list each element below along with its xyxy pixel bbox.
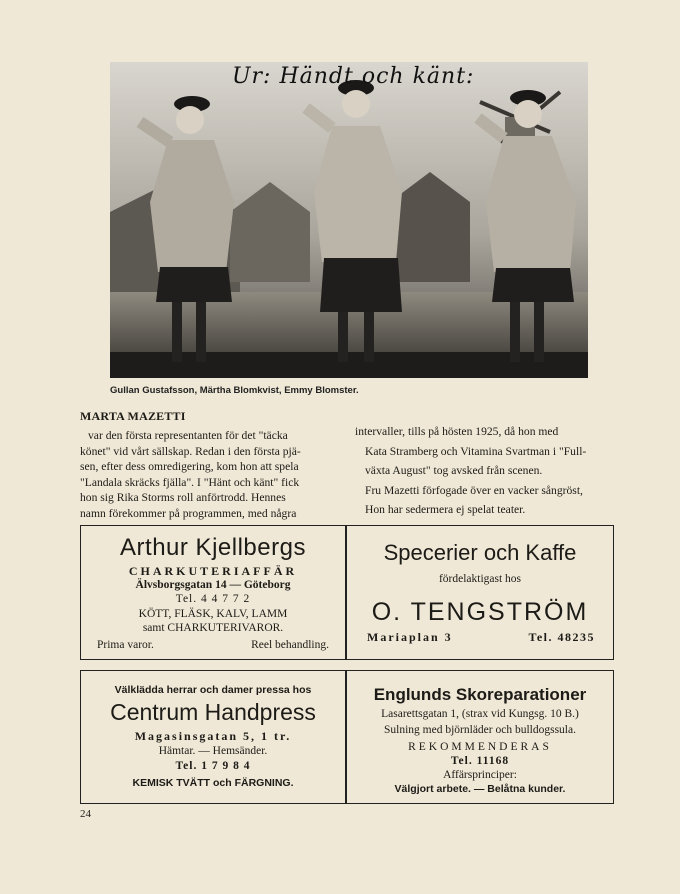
ad-tengstrom-name: O. TENGSTRÖM: [371, 598, 589, 626]
article-line: "Landala skräcks fjälla". I "Hänt och känt" fick: [80, 475, 300, 489]
ad-tengstrom-headline: Specerier och Kaffe: [383, 540, 577, 565]
photo-caption: Gullan Gustafsson, Märtha Blomkvist, Emmy Blomster.: [110, 385, 359, 396]
ad-tengstrom-address: Mariaplan 3: [367, 630, 453, 644]
article-line: växta August" tog avsked från scenen.: [365, 464, 543, 478]
page-number: 24: [80, 808, 91, 820]
article-line: Hon har sedermera ej spelat teater.: [365, 503, 526, 517]
ad-centrum-phone: Tel. 1 7 9 8 4: [175, 760, 251, 772]
ad-centrum-top: Välklädda herrar och damer pressa hos: [114, 684, 312, 696]
photo-illustration: [110, 62, 588, 378]
ad-englund-service: Sulning med björnläder och bulldogssula.: [384, 724, 576, 736]
ad-englund-principles: Affärsprinciper:: [443, 769, 517, 781]
ad-englund-name: Englunds Skoreparationer: [373, 685, 587, 704]
ad-kjellberg-type: CHARKUTERIAFFÄR: [128, 564, 298, 578]
article-line: Kata Stramberg och Vitamina Svartman i "Full-: [365, 444, 587, 458]
ad-kjellberg-products: KÖTT, FLÄSK, KALV, LAMM: [138, 608, 288, 620]
ad-centrum-name: Centrum Handpress: [110, 699, 316, 725]
ad-tengstrom: [346, 525, 614, 660]
ad-kjellberg-phone: Tel. 4 4 7 7 2: [175, 593, 251, 605]
article-column-left: [80, 428, 340, 522]
article-line: könet" vid vårt sällskap. Redan i den första pjä-: [80, 444, 301, 458]
article-line: Fru Mazetti förfogade över en vacker sångröst,: [365, 483, 583, 497]
ad-centrum-address: Magasinsgatan 5, 1 tr.: [134, 729, 292, 743]
article-paragraph: [355, 483, 615, 518]
ad-kjellberg-right-slogan: Reel behandling.: [251, 639, 329, 651]
article-paragraph: [355, 424, 615, 479]
ad-englund-slogan: Välgjort arbete. — Belåtna kunder.: [394, 783, 566, 795]
ad-englund-phone: Tel. 11168: [450, 755, 510, 767]
ad-kjellberg-products2: samt CHARKUTERIVAROR.: [142, 622, 284, 634]
ad-kjellberg-left-slogan: Prima varor.: [97, 639, 154, 651]
article-column-right: [355, 424, 615, 518]
stage-photo: [110, 62, 588, 378]
ad-centrum-bottom: KEMISK TVÄTT och FÄRGNING.: [132, 777, 294, 789]
ad-englund: [346, 670, 614, 804]
ad-englund-recommend: REKOMMENDERAS: [408, 741, 552, 753]
ad-kjellberg-address: Älvsborgsgatan 14 — Göteborg: [135, 579, 291, 591]
ad-englund-address: Lasarettsgatan 1, (strax vid Kungsg. 10 B.): [381, 708, 579, 720]
article-line: intervaller, tills på hösten 1925, då hon med: [355, 425, 559, 438]
ad-kjellberg-name: Arthur Kjellbergs: [120, 534, 306, 561]
article-line: namn förekommer på programmen, med några: [80, 506, 297, 520]
ad-kjellberg: [80, 525, 346, 660]
article-line: sen, efter dess omredigering, kom hon att spela: [80, 460, 299, 474]
ad-tengstrom-sub: fördelaktigast hos: [438, 573, 522, 585]
article-line: hon sig Rika Storms roll anförtrodd. Hennes: [80, 491, 286, 505]
ad-tengstrom-phone: Tel. 48235: [528, 630, 595, 644]
ad-centrum: [80, 670, 346, 804]
handwritten-title: Ur: Händt och känt:: [232, 64, 475, 89]
article-title: MARTA MAZETTI: [80, 409, 186, 423]
article-line: var den första representanten för det "täcka: [88, 429, 288, 442]
ad-centrum-service: Hämtar. — Hemsänder.: [158, 745, 268, 757]
